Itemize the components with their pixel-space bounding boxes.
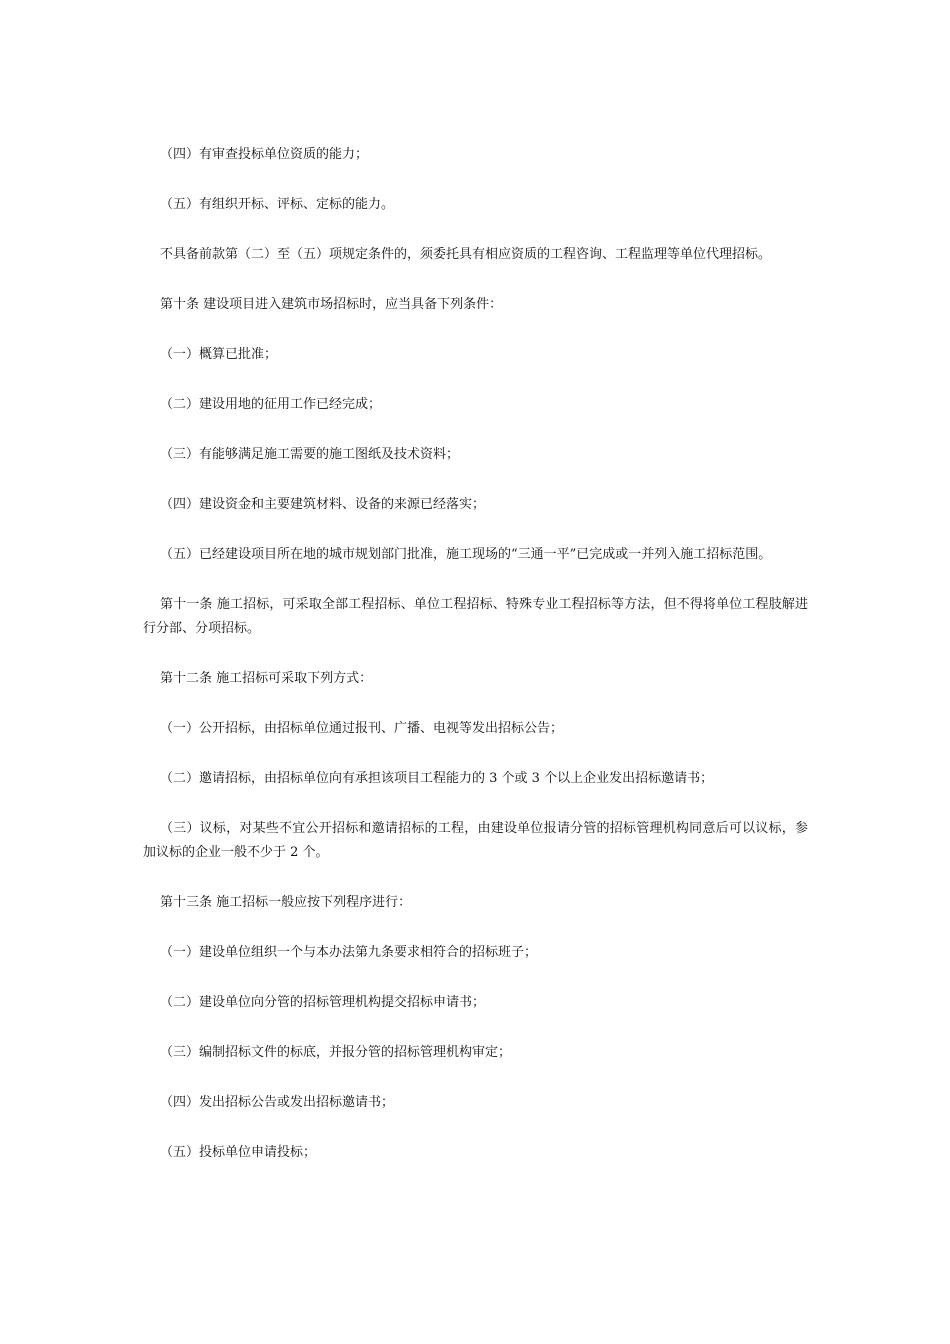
document-body (143, 143, 808, 1191)
paragraph-article-12: 第十二条 施工招标可采取下列方式： (160, 671, 373, 686)
paragraph-article-10: 第十条 建设项目进入建筑市场招标时，应当具备下列条件： (160, 297, 503, 312)
paragraph-article-10-item-3: （三）有能够满足施工需要的施工图纸及技术资料； (160, 447, 460, 462)
paragraph-article-13-item-4: （四）发出招标公告或发出招标邀请书； (160, 1095, 395, 1110)
paragraph-article-13-item-3: （三）编制招标文件的标底，并报分管的招标管理机构审定； (160, 1045, 512, 1060)
paragraph-article-11: 第十一条 施工招标，可采取全部工程招标、单位工程招标、特殊专业工程招标等方法，但不得将单位工程肢解进行分部、分项招标。 (143, 597, 808, 636)
paragraph-article-12-item-3: （三）议标，对某些不宜公开招标和邀请招标的工程，由建设单位报请分管的招标管理机构同意后可以议标，参加议标的企业一般不少于 2 个。 (143, 821, 808, 860)
paragraph-article-10-item-4: （四）建设资金和主要建筑材料、设备的来源已经落实； (160, 497, 486, 512)
paragraph-article-13: 第十三条 施工招标一般应按下列程序进行： (160, 895, 412, 910)
paragraph-clause-9-item-5: （五）有组织开标、评标、定标的能力。 (160, 197, 395, 212)
paragraph-article-10-item-2: （二）建设用地的征用工作已经完成； (160, 397, 382, 412)
paragraph-article-10-item-1: （一）概算已批准； (160, 347, 278, 362)
paragraph-article-13-item-5: （五）投标单位申请投标； (160, 1145, 317, 1160)
paragraph-article-12-item-2: （二）邀请招标，由招标单位向有承担该项目工程能力的 3 个或 3 个以上企业发出招标邀请书； (160, 771, 714, 786)
paragraph-clause-9-note: 不具备前款第（二）至（五）项规定条件的，须委托具有相应资质的工程咨询、工程监理等单位代理招标。 (160, 247, 772, 262)
paragraph-article-10-item-5: （五）已经建设项目所在地的城市规划部门批准，施工现场的“三通一平”已完成或一并列入施工招标范围。 (160, 547, 772, 562)
paragraph-article-13-item-2: （二）建设单位向分管的招标管理机构提交招标申请书； (160, 995, 486, 1010)
paragraph-article-12-item-1: （一）公开招标，由招标单位通过报刊、广播、电视等发出招标公告； (160, 721, 564, 736)
paragraph-clause-9-item-4: （四）有审查投标单位资质的能力； (160, 147, 369, 162)
paragraph-article-13-item-1: （一）建设单位组织一个与本办法第九条要求相符合的招标班子； (160, 945, 538, 960)
